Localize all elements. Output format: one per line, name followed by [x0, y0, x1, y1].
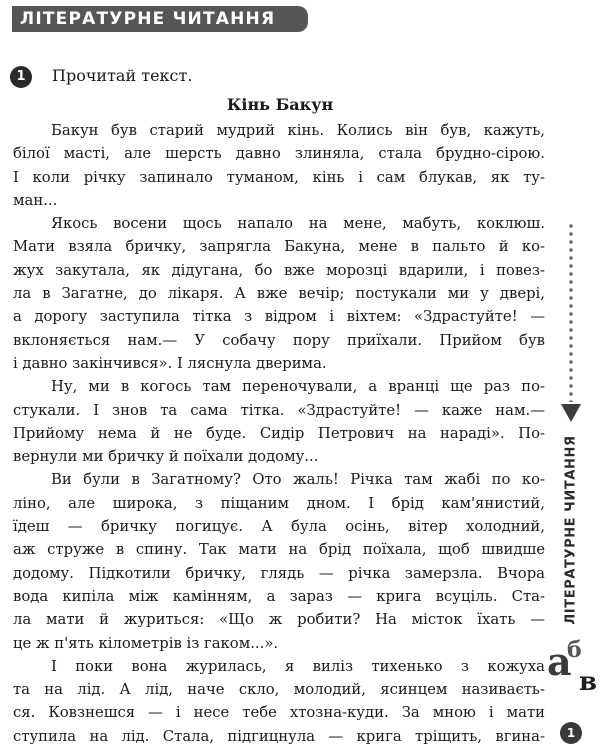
story-line: і давно закінчився». І ляснула дверима.: [13, 354, 327, 372]
logo-letter-a: а: [547, 639, 572, 684]
story-line: аж струже в спину. Так мати на брід поїхала, щоб швидше: [13, 541, 545, 559]
story-line: Прийому нема й не буде. Сидір Петрович на нараді». По-: [13, 424, 545, 442]
story-line: ман...: [13, 191, 58, 209]
task-instruction: Прочитай текст.: [52, 66, 193, 85]
story-line: вклоняється нам.— У собачу пору приїхали. Прийом був: [13, 331, 545, 349]
story-line: Якось восени щось напало на мене, мабуть, коклюш.: [51, 215, 545, 233]
sidebar-arrow-down-icon: [561, 404, 581, 422]
logo-letter-b: б: [567, 637, 582, 663]
story-line: вода кипіла між камінням, а зараз — крига всуціль. Ста-: [13, 587, 545, 605]
story-line: їдеш — бричку погицує. А була осінь, вітер холодний,: [13, 518, 545, 536]
story-body: [13, 119, 545, 748]
story-line: І поки вона журилась, я виліз тихенько з кожуха: [51, 657, 545, 675]
story-line: І коли річку запинало туманом, кінь і сам блукав, як ту-: [13, 168, 545, 186]
story-line: білої масті, але шерсть давно злиняла, стала брудно-сірою.: [13, 145, 545, 163]
task-number-badge: 1: [10, 66, 32, 88]
story-line: Ну, ми в когось там переночували, а вранці ще раз по-: [51, 378, 545, 396]
story-line: ся. Ковзнешся — і несе тебе хтозна-куди. За мною і мати: [13, 704, 545, 722]
story-line: додому. Підкотили бричку, глядь — річка замерзла. Вчора: [13, 564, 545, 582]
story-line: це ж п'ять кілометрів із гаком...».: [13, 634, 279, 652]
story-line: а дорогу заступила тітка з відром і віхтем: «Здрастуйте! —: [13, 308, 545, 326]
story-title: Кінь Бакун: [226, 95, 334, 114]
logo-letter-v: в: [579, 667, 598, 697]
story-line: Мати взяла бричку, запрягла Бакуна, мене в пальто й ко-: [13, 238, 545, 256]
story-line: та на лід. А лід, наче скло, молодий, ясинцем називаєть-: [13, 681, 545, 699]
sidebar-dotted-line: [568, 222, 574, 402]
sidebar-section-label: ЛІТЕРАТУРНЕ ЧИТАННЯ: [563, 435, 579, 625]
story-line: ла в Загатне, до лікаря. А вже вечір; постукали ми у двері,: [13, 285, 545, 303]
story-line: ліно, але широка, з піщаним дном. І брід кам'янистий,: [13, 494, 545, 512]
story-line: ла мати й журиться: «Що ж робити? На місток їхать —: [13, 611, 545, 629]
story-line: жух закутала, як дідугана, бо вже морозці вдарили, і повез-: [13, 261, 545, 279]
story-line: стукали. І знов та сама тітка. «Здрастуйте! — каже нам.—: [13, 401, 545, 419]
story-line: Бакун був старий мудрий кінь. Колись він був, кажуть,: [51, 122, 545, 139]
story-line: вернули ми бричку й поїхали додому...: [13, 448, 319, 466]
story-line: ступила на лід. Стала, підгицнула — крига тріщить, вгина-: [13, 727, 545, 745]
abv-logo-icon: [543, 638, 603, 704]
story-line: Ви були в Загатному? Ото жаль! Річка там жабі по ко-: [51, 471, 545, 489]
section-header-title: ЛІТЕРАТУРНЕ ЧИТАННЯ: [20, 9, 276, 29]
page-number: 1: [560, 722, 582, 744]
